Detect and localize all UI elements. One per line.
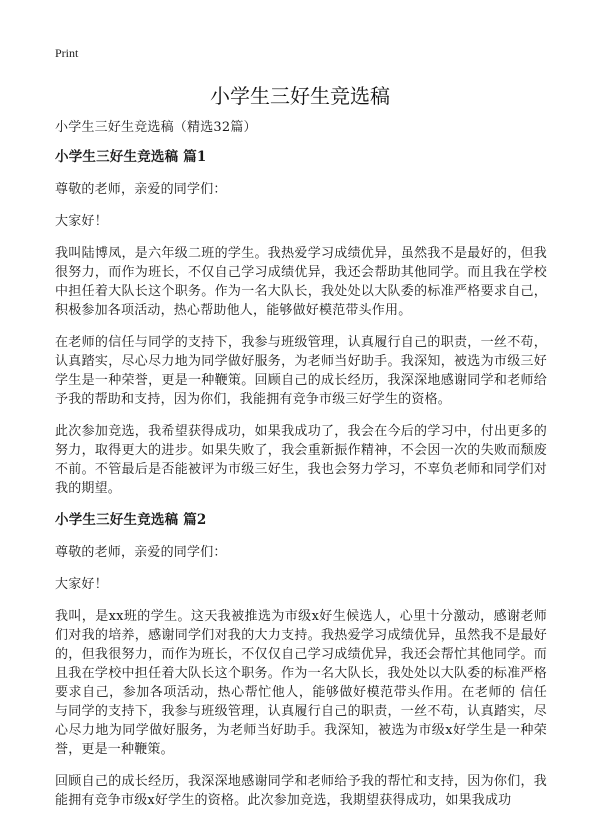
paragraph: 在老师的信任与同学的支持下，我参与班级管理，认真履行自己的职责，一丝不苟，认真踏实，尽心尽力地为同学做好服务，为老师当好助手。我深知，被选为市级三好学生是一种荣誉，更是一种鞭策。回顾自己的成长经历，我深深地感谢同学和老师给予我的帮助和支持，因为你们，我能拥有竞争市级三好学生的资格。 (55, 335, 547, 407)
paragraph: 此次参加竞选，我希望获得成功，如果我成功了，我会在今后的学习中，付出更多的努力，取得更大的进步。如果失败了，我会重新振作精神，不会因一次的失败而颓废不前。不管最后是否能被评为市级三好生，我也会努力学习，不辜负老师和同学们对我的期望。 (55, 424, 547, 496)
section-heading: 小学生三好生竞选稿 篇1 (55, 149, 207, 165)
document-body (55, 118, 547, 823)
page-title: 小学生三好生竞选稿 (210, 84, 390, 108)
section-1 (55, 148, 547, 498)
paragraph: 我叫，是xx班的学生。这天我被推选为市级x好生候选人，心里十分激动，感谢老师们对我的培养，感谢同学们对我的大力支持。我热爱学习成绩优异，虽然我不是最好的，但我很努力，而作为班长，不仅仅自己学习成绩优异，我还会帮忙其他同学。而且我在学校中担任着大队长这个职务。作为一名大队长，我处处以大队委的标准严格要求自己，参加各项活动，热心帮忙他人，能够做好模范带头作用。在老师的 信任与同学的支持下，我参与班级管理，认真履行自己的职责，一丝不苟，认真踏实，尽心尽力地为同学做好服务，为老师当好助手。我深知，被选为市级x好学生是一种荣誉，更是一种鞭策。 (55, 609, 547, 757)
greeting: 尊敬的老师，亲爱的同学们： (55, 182, 227, 197)
print-link[interactable]: Print (55, 46, 79, 60)
greeting: 尊敬的老师，亲爱的同学们： (55, 545, 227, 560)
section-heading: 小学生三好生竞选稿 篇2 (55, 512, 207, 528)
paragraph: 我叫陆博凤，是六年级二班的学生。我热爱学习成绩优异，虽然我不是最好的，但我很努力，而作为班长，不仅自己学习成绩优异，我还会帮助其他同学。而且我在学校中担任着大队长这个职务。作为一名大队长，我处处以大队委的标准严格要求自己，积极参加各项活动，热心帮助他人，能够做好模范带头作用。 (55, 246, 547, 318)
salutation: 大家好！ (55, 577, 108, 592)
paragraph: 回顾自己的成长经历，我深深地感谢同学和老师给予我的帮忙和支持，因为你们，我能拥有竞争市级x好学生的资格。此次参加竞选，我期望获得成功，如果我成功 (55, 774, 547, 808)
salutation: 大家好！ (55, 214, 108, 229)
section-2 (55, 511, 547, 810)
document-subtitle: 小学生三好生竞选稿（精选32篇） (55, 120, 257, 135)
